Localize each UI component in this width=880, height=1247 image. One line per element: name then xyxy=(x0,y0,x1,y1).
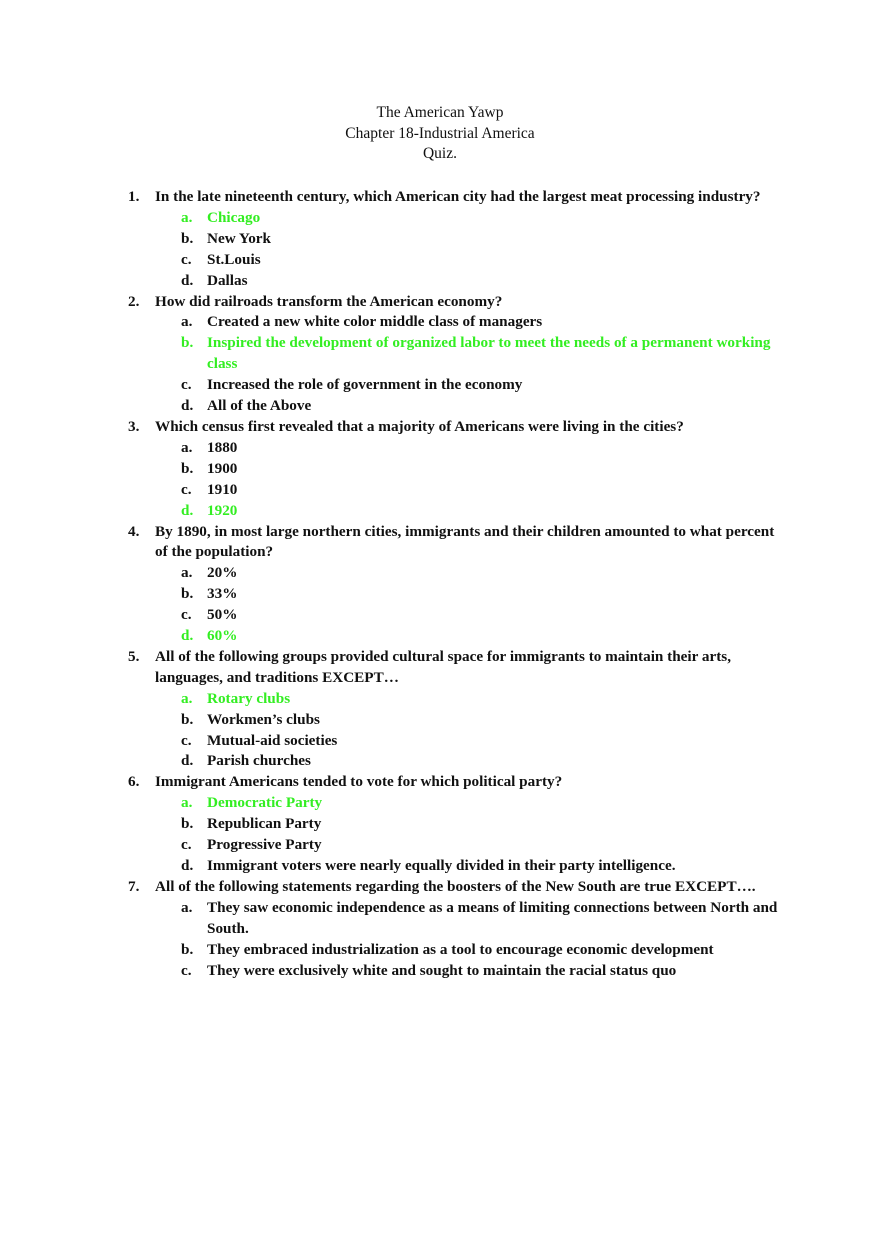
option-text: They saw economic independence as a means of limiting connections between North and South. xyxy=(207,898,778,937)
answer-option xyxy=(155,940,788,961)
answer-option-correct xyxy=(155,501,788,522)
option-text: All of the Above xyxy=(207,397,312,415)
option-letter: a. xyxy=(181,689,193,707)
question-text: All of the following statements regarding the boosters of the New South are true EXCEPT…. xyxy=(155,877,756,895)
answer-option xyxy=(155,229,788,250)
answer-option xyxy=(155,751,788,772)
option-letter: d. xyxy=(181,752,194,770)
quiz-question-1 xyxy=(128,187,788,292)
answer-options xyxy=(155,563,788,647)
option-text: 1910 xyxy=(207,480,238,498)
question-number: 1. xyxy=(128,188,140,205)
option-letter: c. xyxy=(181,376,192,394)
option-letter: a. xyxy=(181,438,193,456)
quiz-question-2 xyxy=(128,292,788,417)
option-text: Progressive Party xyxy=(207,836,322,854)
option-text: 1880 xyxy=(207,438,238,456)
answer-option xyxy=(155,856,788,877)
answer-option xyxy=(155,961,788,982)
answer-option xyxy=(155,563,788,584)
option-letter: a. xyxy=(181,564,193,582)
question-text: By 1890, in most large northern cities, immigrants and their children amounted to what percent of the population? xyxy=(155,522,775,561)
answer-option xyxy=(155,375,788,396)
answer-option xyxy=(155,312,788,333)
option-letter: c. xyxy=(181,480,192,498)
option-letter: d. xyxy=(181,397,194,415)
question-number: 3. xyxy=(128,417,140,435)
option-text: Republican Party xyxy=(207,815,322,833)
option-text: 50% xyxy=(207,606,238,624)
answer-options xyxy=(155,898,788,982)
chapter-title: Chapter 18-Industrial America xyxy=(345,124,535,142)
question-number: 4. xyxy=(128,522,140,540)
quiz-question-5 xyxy=(128,647,788,772)
book-title: The American Yawp xyxy=(376,104,504,121)
option-text: Created a new white color middle class of managers xyxy=(207,313,543,331)
question-text: All of the following groups provided cultural space for immigrants to maintain their arts, languages, and traditions EXCEPT… xyxy=(155,647,731,686)
question-text: In the late nineteenth century, which American city had the largest meat processing industry? xyxy=(155,188,761,205)
option-letter: c. xyxy=(181,250,192,268)
question-number: 7. xyxy=(128,877,140,895)
option-text: 60% xyxy=(207,627,238,645)
option-letter: b. xyxy=(181,815,194,833)
option-text: New York xyxy=(207,229,271,247)
answer-option-correct xyxy=(155,333,788,375)
question-number: 5. xyxy=(128,647,140,665)
option-letter: a. xyxy=(181,208,193,226)
option-text: Parish churches xyxy=(207,752,311,770)
answer-option xyxy=(155,605,788,626)
answer-option xyxy=(155,835,788,856)
option-text: 33% xyxy=(207,585,238,603)
option-text: They were exclusively white and sought to maintain the racial status quo xyxy=(207,961,677,979)
option-letter: d. xyxy=(181,627,194,645)
answer-options xyxy=(155,793,788,877)
option-letter: b. xyxy=(181,710,194,728)
answer-option xyxy=(155,584,788,605)
option-letter: c. xyxy=(181,606,192,624)
answer-option-correct xyxy=(155,626,788,647)
option-text: Mutual-aid societies xyxy=(207,731,338,749)
option-text: 1920 xyxy=(207,501,238,519)
quiz-question-6 xyxy=(128,772,788,877)
answer-option xyxy=(155,396,788,417)
quiz-question-list xyxy=(128,187,788,981)
answer-options xyxy=(155,312,788,417)
question-text: Immigrant Americans tended to vote for which political party? xyxy=(155,773,563,791)
option-letter: a. xyxy=(181,313,193,331)
option-text: Immigrant voters were nearly equally divided in their party intelligence. xyxy=(207,857,676,874)
question-text: How did railroads transform the American economy? xyxy=(155,292,503,310)
option-letter: b. xyxy=(181,585,194,603)
question-number: 6. xyxy=(128,773,140,791)
quiz-question-7 xyxy=(128,877,788,982)
answer-option-correct xyxy=(155,793,788,814)
option-text: Workmen’s clubs xyxy=(207,710,320,728)
answer-option xyxy=(155,271,788,292)
quiz-title: Quiz. xyxy=(422,145,457,162)
option-text: Dallas xyxy=(207,271,248,289)
option-text: Increased the role of government in the economy xyxy=(207,376,523,394)
option-letter: a. xyxy=(181,794,193,812)
answer-options xyxy=(155,208,788,292)
answer-options xyxy=(155,689,788,773)
answer-options xyxy=(155,438,788,522)
question-number: 2. xyxy=(128,292,140,310)
question-text: Which census first revealed that a majority of Americans were living in the cities? xyxy=(155,417,684,435)
answer-option xyxy=(155,710,788,731)
option-text: 1900 xyxy=(207,459,238,477)
option-letter: d. xyxy=(181,857,194,874)
option-text: Democratic Party xyxy=(207,794,323,812)
option-letter: b. xyxy=(181,229,194,247)
answer-option xyxy=(155,480,788,501)
option-letter: b. xyxy=(181,459,194,477)
option-letter: c. xyxy=(181,731,192,749)
answer-option xyxy=(155,814,788,835)
answer-option xyxy=(155,250,788,271)
option-letter: a. xyxy=(181,898,193,916)
quiz-question-4 xyxy=(128,522,788,647)
answer-option-correct xyxy=(155,689,788,710)
answer-option xyxy=(155,731,788,752)
answer-option xyxy=(155,438,788,459)
option-text: St.Louis xyxy=(207,250,261,268)
option-text: Rotary clubs xyxy=(207,689,291,707)
option-text: Chicago xyxy=(207,208,261,226)
option-letter: c. xyxy=(181,836,192,854)
document-header xyxy=(0,103,880,165)
option-letter: b. xyxy=(181,334,194,352)
option-letter: d. xyxy=(181,501,194,519)
option-letter: b. xyxy=(181,940,194,958)
option-letter: c. xyxy=(181,961,192,979)
option-letter: d. xyxy=(181,271,194,289)
option-text: Inspired the development of organized labor to meet the needs of a permanent working class xyxy=(207,334,771,373)
option-text: 20% xyxy=(207,564,238,582)
option-text: They embraced industrialization as a tool to encourage economic development xyxy=(207,940,714,958)
answer-option xyxy=(155,459,788,480)
answer-option xyxy=(155,898,788,940)
quiz-question-3 xyxy=(128,417,788,522)
answer-option-correct xyxy=(155,208,788,229)
